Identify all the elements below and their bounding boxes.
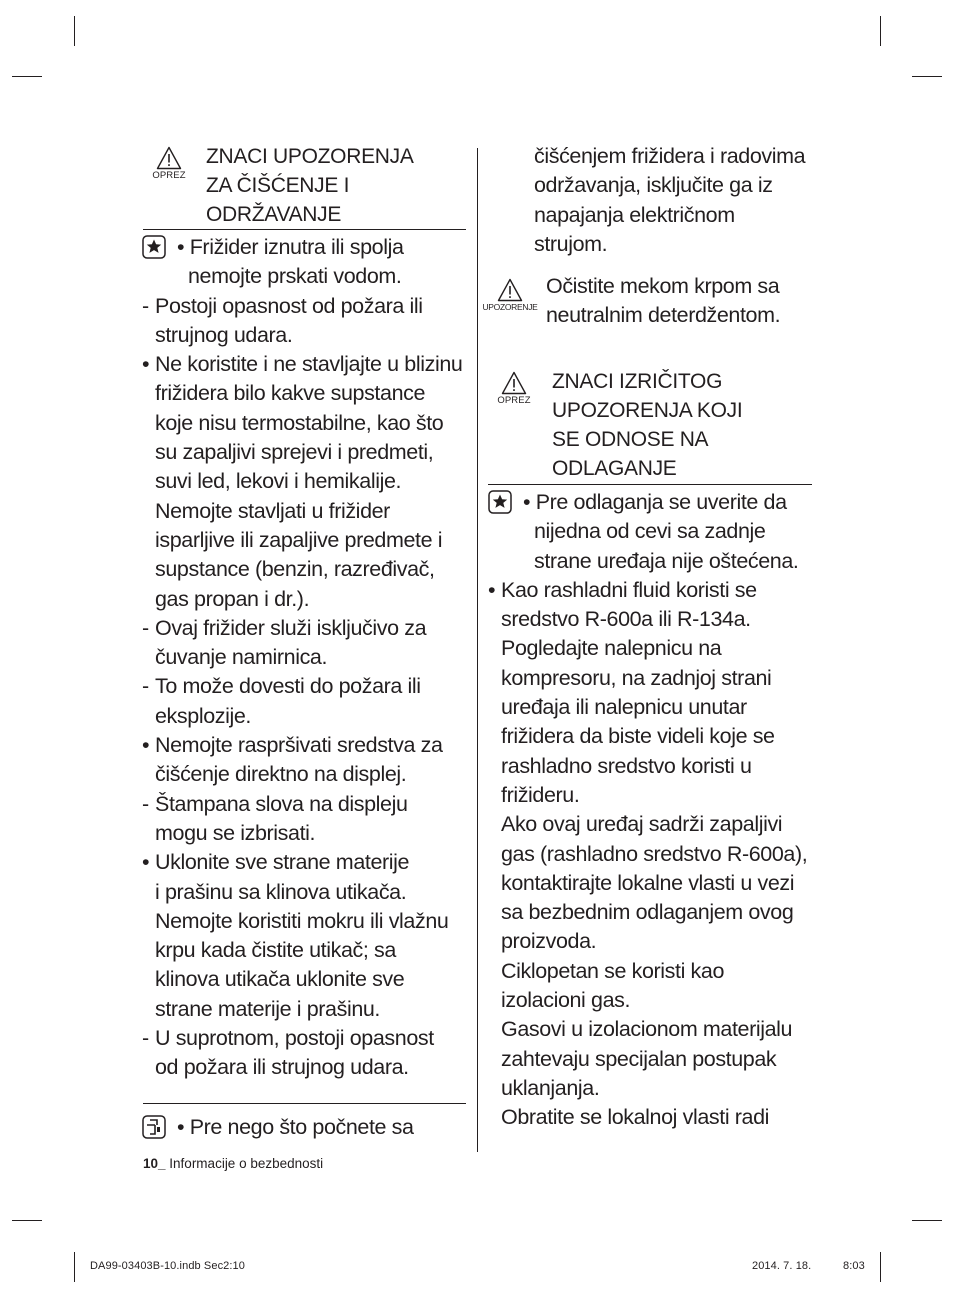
page-footer	[143, 1156, 323, 1171]
list-item: • Nemojte raspršivati sredstva za čišćenje direktno na displej.	[142, 733, 443, 787]
print-file-info: DA99-03403B-10.indb Sec2:10	[90, 1260, 245, 1272]
unplug-before-cleaning: • Pre nego što počnete sa	[177, 1115, 414, 1139]
caution-label: OPREZ	[497, 395, 531, 406]
list-item: • Uklonite sve strane materije i prašinu sa klinova utikača. Nemojte koristiti mokru ili vlažnu krpu kada čistite utikač; sa klinova utikača uklonite sve strane materije i prašinu.	[142, 850, 449, 1021]
warning-triangle-icon	[156, 146, 182, 170]
caution-label: OPREZ	[152, 170, 186, 181]
cleaning-warning-heading: ZNACI UPOZORENJA ZA ČIŠĆENJE I ODRŽAVANJE	[206, 145, 414, 226]
left-column-text	[142, 233, 472, 1083]
warning-triangle-icon	[501, 371, 527, 395]
warning-triangle-icon	[497, 278, 523, 302]
list-item: - U suprotnom, postoji opasnost od požara ili strujnog udara.	[142, 1026, 434, 1080]
crop-mark	[12, 1220, 42, 1221]
list-item: - Postoji opasnost od požara ili strujnog udara.	[142, 293, 423, 347]
column-divider	[477, 148, 478, 1152]
heading-rule	[143, 229, 466, 230]
print-date: 2014. 7. 18.	[752, 1260, 812, 1272]
list-item: - To može dovesti do požara ili eksplozije.	[142, 674, 421, 728]
caution-sign	[146, 146, 192, 181]
soft-cloth-warning: Očistite mekom krpom sa neutralnim deterdžentom.	[546, 274, 781, 328]
print-time: 8:03	[843, 1260, 865, 1272]
right-continued-text: čišćenjem frižidera i radovima održavanja, isključite ga iz napajanja električnom strujom.	[534, 144, 806, 256]
unplug-icon	[142, 1115, 166, 1139]
crop-mark	[912, 1220, 942, 1221]
caution-sign	[491, 371, 537, 406]
heading-rule	[488, 484, 812, 485]
crop-mark	[912, 76, 942, 77]
crop-mark	[74, 16, 75, 46]
crop-mark	[880, 1252, 881, 1282]
crop-mark	[880, 16, 881, 46]
warning-sign	[480, 278, 540, 313]
page-number: 10_	[143, 1156, 166, 1171]
list-item: - Ovaj frižider služi isključivo za čuvanje namirnica.	[142, 615, 427, 670]
pipes-check: • Pre odlaganja se uverite da nijedna od cevi sa zadnje strane uređaja nije oštećena.	[523, 490, 799, 573]
crop-mark	[12, 76, 42, 77]
section-rule	[143, 1103, 466, 1104]
right-column-text	[488, 488, 828, 1133]
disposal-warning-heading: ZNACI IZRIČITOG UPOZORENJA KOJI SE ODNOSE NA ODLAGANJE	[552, 370, 743, 480]
list-item: • Ne koristite i ne stavljajte u blizinu frižidera bilo kakve supstance koje nisu termostabilne, kao što su zapaljivi sprejevi i predmeti, suvi led, lekovi i hemikalije. Nemojte stavljati u frižider isparljive ili zapaljive predmete i supstance (benzin, razređivač, gas propan i dr.).	[142, 352, 463, 611]
list-item: - Štampana slova na displeju mogu se izbrisati.	[142, 791, 408, 845]
crop-mark	[74, 1252, 75, 1282]
warning-label: UPOZORENJE	[482, 302, 538, 312]
spray-warning: • Frižider iznutra ili spolja nemojte prskati vodom.	[177, 235, 404, 289]
section-name: Informacije o bezbednosti	[169, 1156, 324, 1171]
list-item: • Kao rashladni fluid koristi se sredstvo R-600a ili R-134a. Pogledajte nalepnicu na kompresoru, na zadnjoj strani uređaja ili nalepnicu unutar frižidera da biste videli koje se rashladno sredstvo koristi u frižideru. Ako ovaj uređaj sadrži zapaljivi gas (rashladno sredstvo R-600a), kontaktirajte lokalne vlasti u vezi sa bezbednim odlaganjem ovog proizvoda. Ciklopetan se koristi kao izolacioni gas. Gasovi u izolacionom materijalu zahtevaju specijalan postupak uklanjanja. Obratite se lokalnoj vlasti radi	[488, 577, 808, 1130]
